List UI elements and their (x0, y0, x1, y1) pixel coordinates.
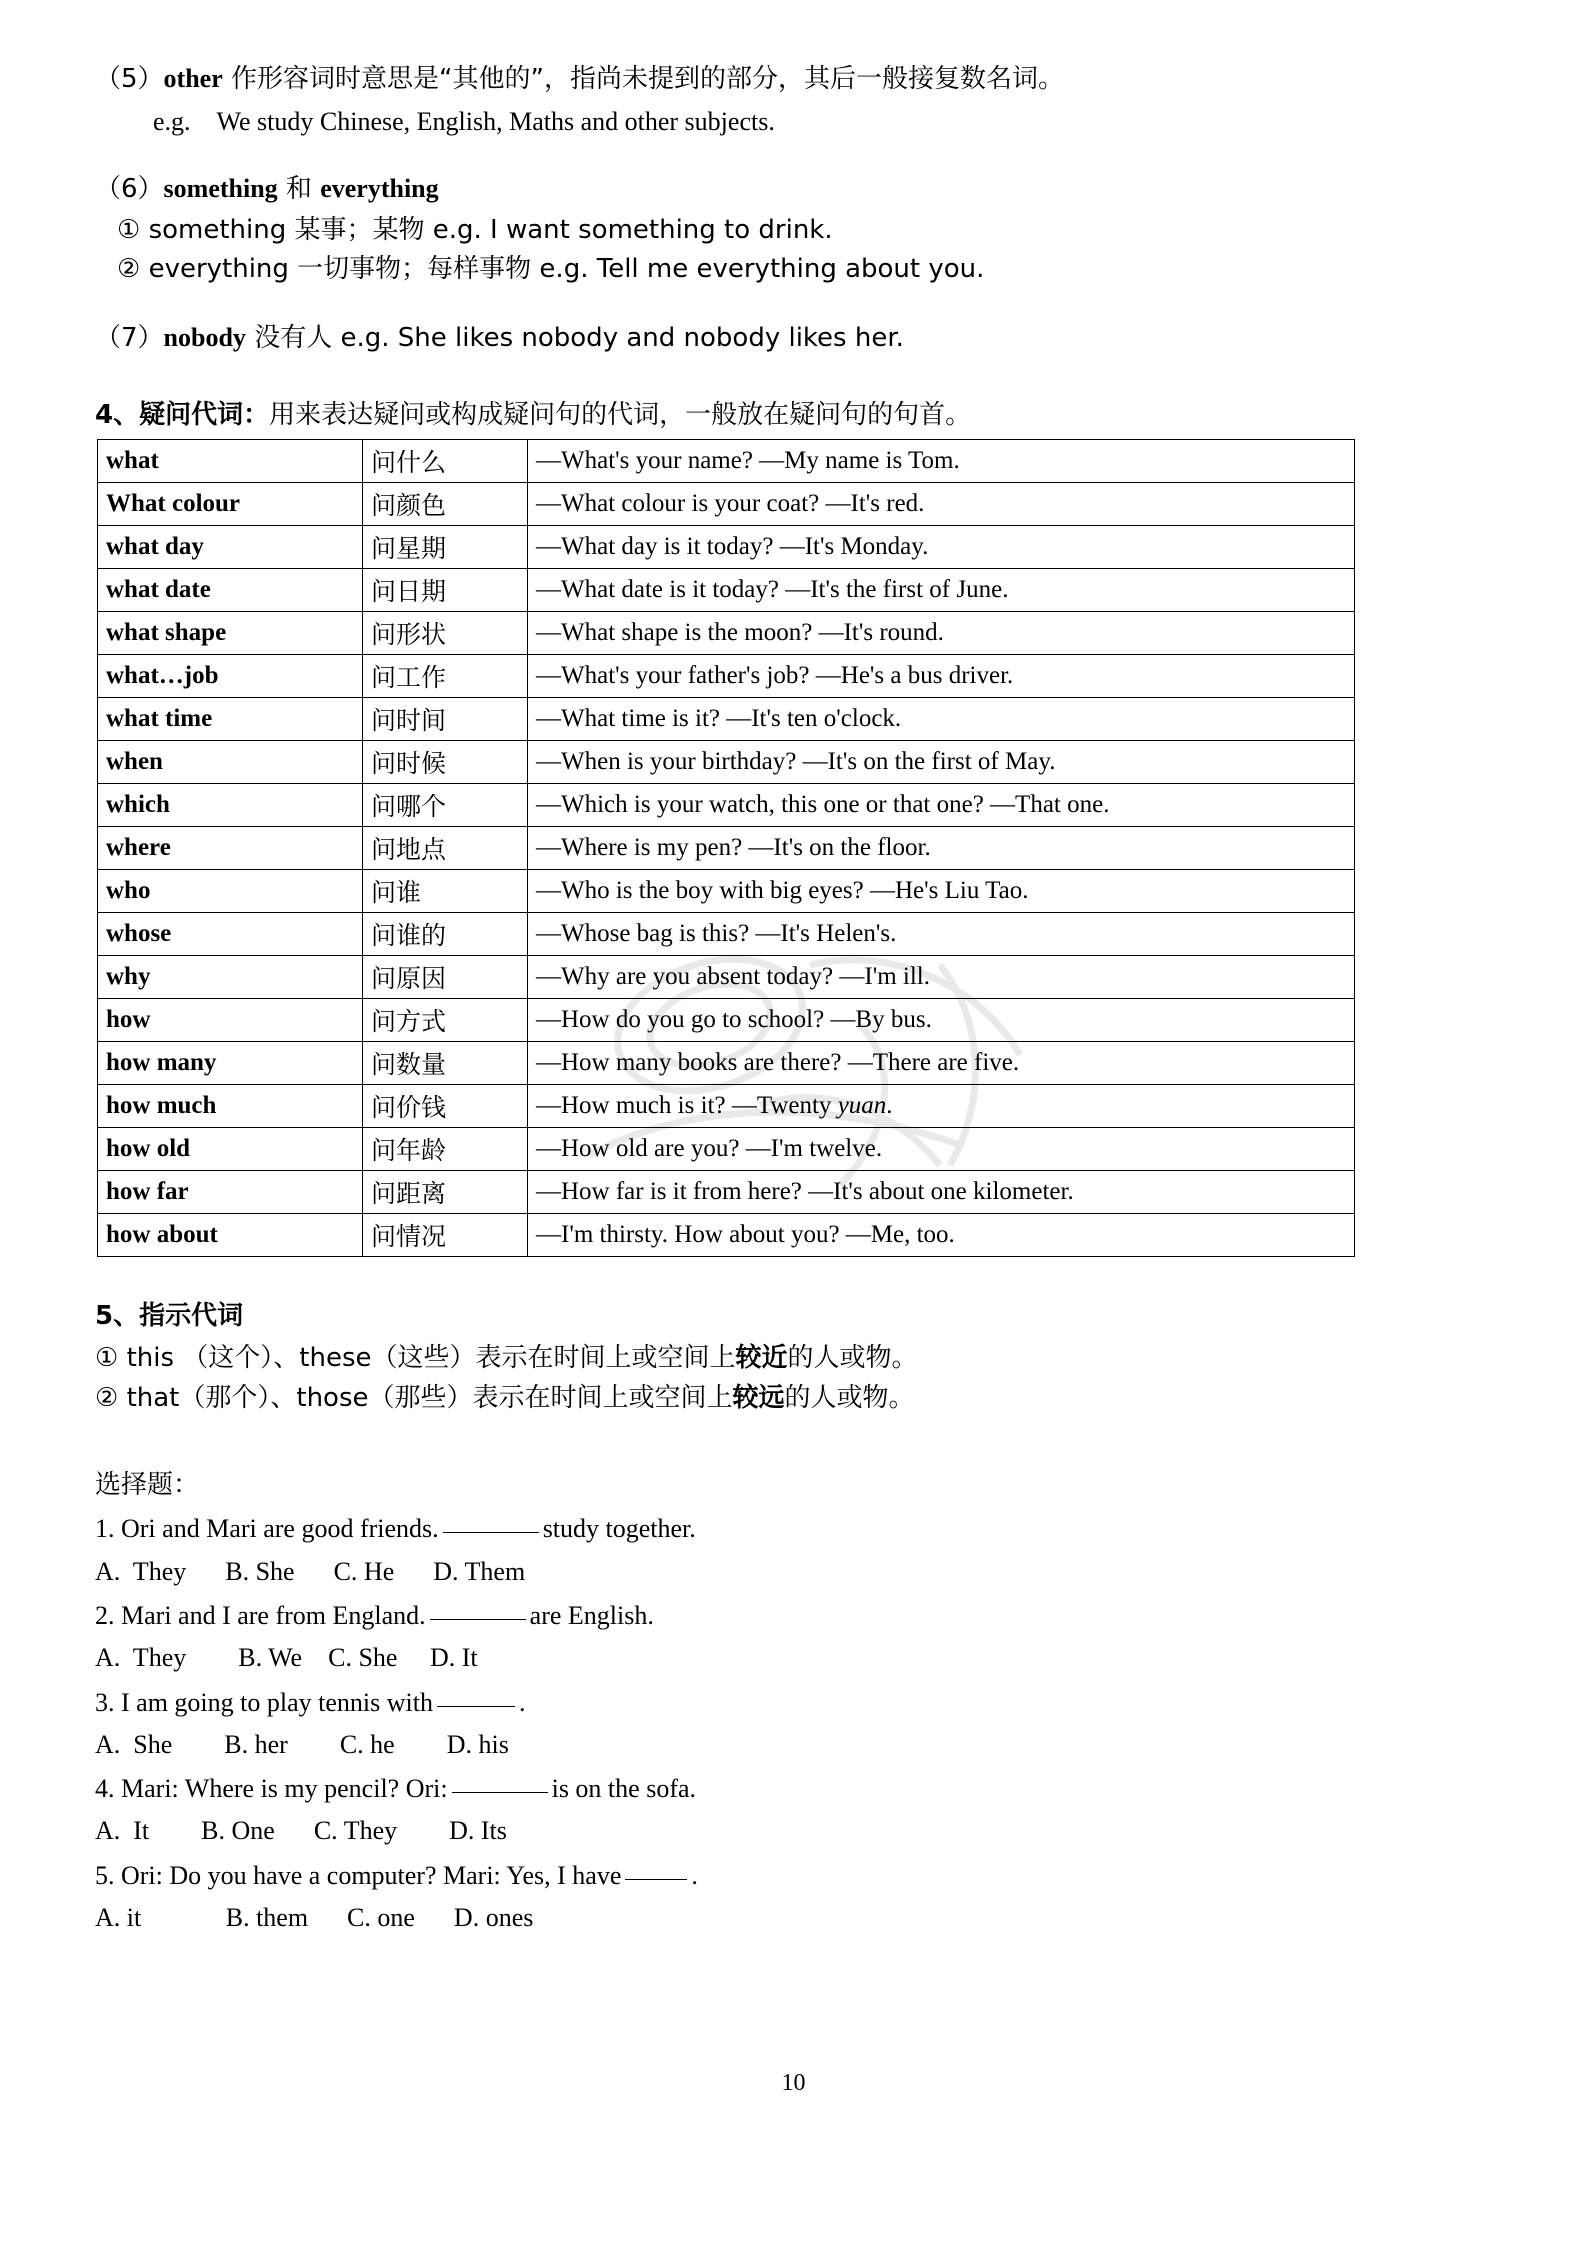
row-word: what day (98, 525, 363, 568)
note-7-term: nobody (163, 323, 246, 353)
exercise-options: A. They B. She C. He D. Them (95, 1556, 526, 1586)
section-5-line-1 (95, 1338, 1492, 1378)
row-use: 问距离 (363, 1170, 528, 1213)
section-5-line-2-a: ② that（那个）、those（那些）表示在时间上或空间上 (95, 1383, 733, 1414)
row-example: —What date is it today? —It's the first of June. (528, 568, 1355, 611)
question-text-pre: 1. Ori and Mari are good friends. (95, 1514, 439, 1544)
table-row (98, 1170, 1355, 1213)
question-text-pre: 2. Mari and I are from England. (95, 1600, 426, 1630)
row-word: what…job (98, 654, 363, 697)
table-row (98, 1127, 1355, 1170)
row-example: —How old are you? —I'm twelve. (528, 1127, 1355, 1170)
table-row (98, 826, 1355, 869)
section-5-heading: 5、指示代词 (95, 1300, 244, 1331)
row-word: how old (98, 1127, 363, 1170)
exercise-question (95, 1509, 1492, 1549)
row-word: what (98, 439, 363, 482)
row-use: 问年龄 (363, 1127, 528, 1170)
exercises-title: 选择题： (95, 1470, 200, 1501)
table-row (98, 1213, 1355, 1256)
row-word: What colour (98, 482, 363, 525)
table-row (98, 740, 1355, 783)
section-4-heading-bold: 4、疑问代词： (95, 399, 270, 430)
table-row (98, 525, 1355, 568)
section-4-heading (95, 394, 1492, 431)
row-example: —What colour is your coat? —It's red. (528, 482, 1355, 525)
row-example: —Why are you absent today? —I'm ill. (528, 955, 1355, 998)
row-word: what date (98, 568, 363, 611)
row-example: —How much is it? —Twenty yuan. (528, 1084, 1355, 1127)
row-use: 问什么 (363, 439, 528, 482)
section-5-line-1-b: 的人或物。 (787, 1342, 918, 1373)
question-text-post: study together. (542, 1514, 696, 1544)
table-row (98, 783, 1355, 826)
row-example: —What shape is the moon? —It's round. (528, 611, 1355, 654)
exercise-question (95, 1596, 1492, 1636)
answer-blank (625, 1878, 687, 1880)
exercise-question (95, 1683, 1492, 1723)
eg-label: e.g. (153, 106, 191, 136)
row-word: how about (98, 1213, 363, 1256)
row-use: 问价钱 (363, 1084, 528, 1127)
exercise-options: A. They B. We C. She D. It (95, 1643, 478, 1673)
note-item-5 (95, 60, 1492, 99)
row-example: —How do you go to school? —By bus. (528, 998, 1355, 1041)
question-text-pre: 3. I am going to play tennis with (95, 1687, 433, 1717)
row-use: 问谁的 (363, 912, 528, 955)
row-example: —I'm thirsty. How about you? —Me, too. (528, 1213, 1355, 1256)
row-example: —Which is your watch, this one or that one? —That one. (528, 783, 1355, 826)
row-word: where (98, 826, 363, 869)
table-row (98, 697, 1355, 740)
table-row (98, 869, 1355, 912)
exercise-options: A. It B. One C. They D. Its (95, 1816, 507, 1846)
row-example: —How far is it from here? —It's about one kilometer. (528, 1170, 1355, 1213)
row-example: —What's your name? —My name is Tom. (528, 439, 1355, 482)
question-text-post: . (518, 1687, 526, 1717)
row-example: —What day is it today? —It's Monday. (528, 525, 1355, 568)
row-example: —What time is it? —It's ten o'clock. (528, 697, 1355, 740)
row-use: 问情况 (363, 1213, 528, 1256)
note-item-6 (95, 170, 1492, 209)
row-use: 问方式 (363, 998, 528, 1041)
note-6-number: （6） (95, 174, 164, 205)
table-row (98, 1084, 1355, 1127)
question-text-pre: 5. Ori: Do you have a computer? Mari: Yes, I have (95, 1860, 622, 1890)
note-6-conj: 和 (277, 174, 321, 205)
row-example: —Who is the boy with big eyes? —He's Liu Tao. (528, 869, 1355, 912)
question-text-post: are English. (529, 1600, 654, 1630)
row-word: how (98, 998, 363, 1041)
table-row (98, 611, 1355, 654)
row-use: 问地点 (363, 826, 528, 869)
question-text-post: . (691, 1860, 698, 1890)
row-example: —What's your father's job? —He's a bus driver. (528, 654, 1355, 697)
answer-blank (430, 1618, 526, 1620)
table-row (98, 654, 1355, 697)
note-5-term: other (163, 64, 223, 93)
section-5-line-2-b: 的人或物。 (784, 1383, 915, 1414)
row-word: which (98, 783, 363, 826)
row-example: —Where is my pen? —It's on the floor. (528, 826, 1355, 869)
exercise-question (95, 1769, 1492, 1809)
table-row (98, 998, 1355, 1041)
row-use: 问数量 (363, 1041, 528, 1084)
table-row (98, 912, 1355, 955)
row-example: —How many books are there? —There are five. (528, 1041, 1355, 1084)
table-row (98, 482, 1355, 525)
note-7-number: （7） (95, 323, 164, 354)
note-item-7 (95, 319, 1492, 358)
note-5-number: （5） (95, 64, 164, 94)
row-use: 问哪个 (363, 783, 528, 826)
note-6-term-2: everything (320, 174, 439, 204)
row-word: what time (98, 697, 363, 740)
section-5-line-2 (95, 1378, 1492, 1418)
note-6-sub-2: ② everything 一切事物；每样事物 e.g. Tell me everything about you. (117, 254, 985, 285)
answer-blank (437, 1705, 515, 1707)
row-word: how much (98, 1084, 363, 1127)
section-4-heading-rest: 用来表达疑问或构成疑问句的代词，一般放在疑问句的句首。 (269, 399, 972, 430)
row-use: 问原因 (363, 955, 528, 998)
row-word: when (98, 740, 363, 783)
answer-blank (452, 1791, 548, 1793)
note-7-text: 没有人 e.g. She likes nobody and nobody likes her. (245, 323, 904, 354)
answer-blank (443, 1531, 539, 1533)
row-use: 问星期 (363, 525, 528, 568)
note-6-sub-1: ① something 某事；某物 e.g. I want something to drink. (117, 215, 833, 246)
row-example: —When is your birthday? —It's on the first of May. (528, 740, 1355, 783)
table-row (98, 1041, 1355, 1084)
note-5-text: 作形容词时意思是“其他的”，指尚未提到的部分，其后一般接复数名词。 (222, 64, 1064, 94)
interrogative-pronouns-table (97, 439, 1355, 1257)
row-word: whose (98, 912, 363, 955)
section-5-line-2-bold: 较远 (732, 1383, 785, 1414)
exercise-question (95, 1856, 1492, 1896)
note-5-example (95, 103, 1492, 141)
table-row (98, 955, 1355, 998)
row-use: 问日期 (363, 568, 528, 611)
question-text-post: is on the sofa. (551, 1774, 697, 1804)
row-use: 问工作 (363, 654, 528, 697)
section-5-line-1-bold: 较近 (735, 1342, 788, 1373)
row-example: —Whose bag is this? —It's Helen's. (528, 912, 1355, 955)
row-use: 问时候 (363, 740, 528, 783)
eg-text: We study Chinese, English, Maths and other subjects. (216, 106, 775, 136)
section-5-line-1-a: ① this （这个）、these（这些）表示在时间上或空间上 (95, 1342, 736, 1373)
table-row (98, 568, 1355, 611)
question-text-pre: 4. Mari: Where is my pencil? Ori: (95, 1774, 448, 1804)
row-use: 问形状 (363, 611, 528, 654)
row-use: 问谁 (363, 869, 528, 912)
row-word: how many (98, 1041, 363, 1084)
note-6-term-1: something (163, 174, 278, 204)
table-row (98, 439, 1355, 482)
row-word: who (98, 869, 363, 912)
row-word: what shape (98, 611, 363, 654)
exercise-options: A. She B. her C. he D. his (95, 1729, 509, 1759)
page-number: 10 (781, 2070, 806, 2096)
row-word: why (98, 955, 363, 998)
row-use: 问颜色 (363, 482, 528, 525)
exercise-options: A. it B. them C. one D. ones (95, 1903, 534, 1933)
row-use: 问时间 (363, 697, 528, 740)
row-word: how far (98, 1170, 363, 1213)
